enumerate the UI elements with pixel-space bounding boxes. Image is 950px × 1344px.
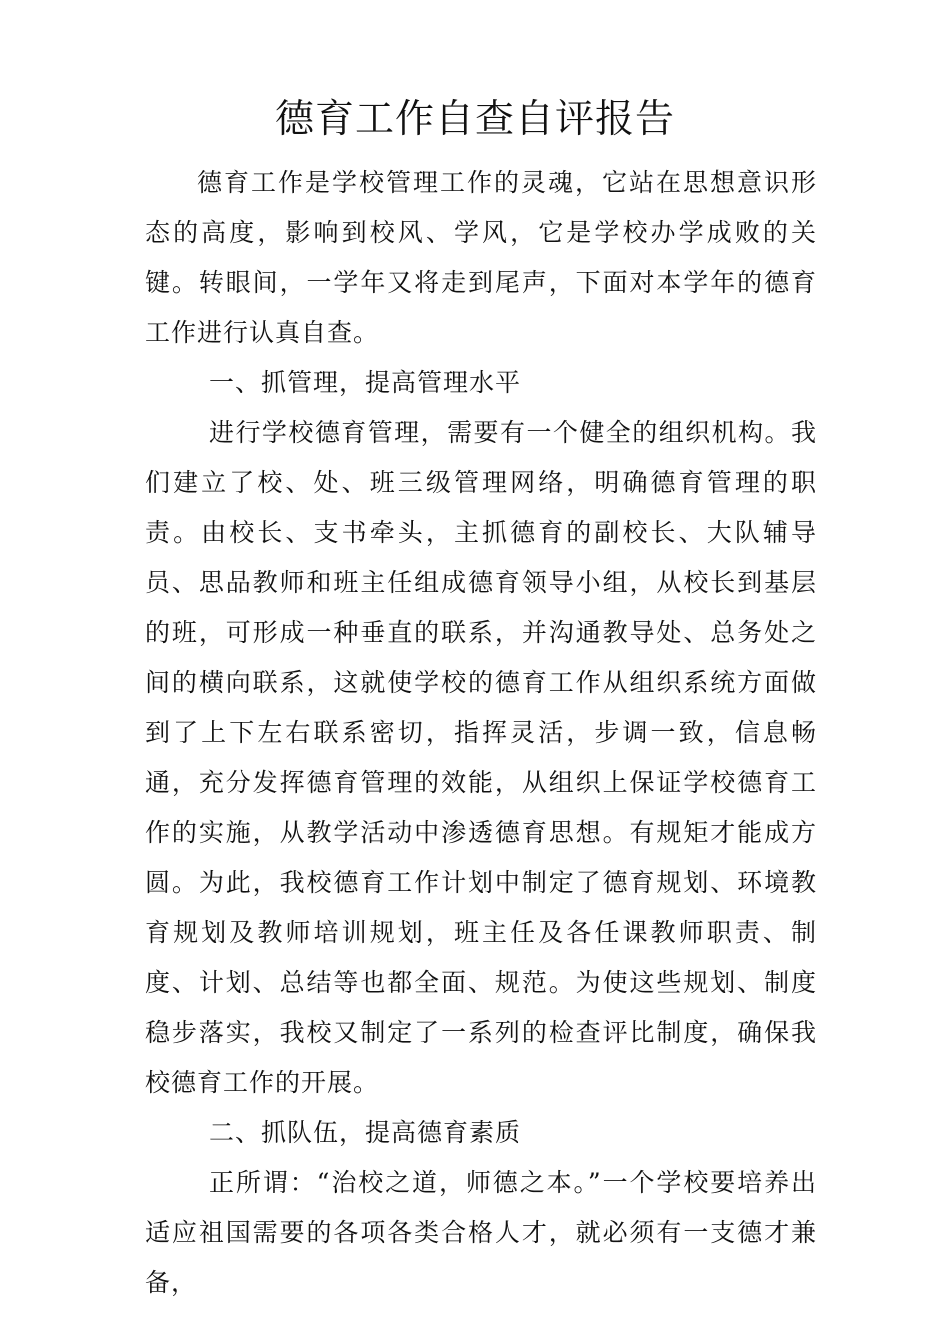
intro-paragraph: 德育工作是学校管理工作的灵魂，它站在思想意识形态的高度，影响到校风、学风，它是学校办学成败的关键。转眼间，一学年又将走到尾声，下面对本学年的德育工作进行认真自查。 bbox=[145, 168, 817, 347]
section-1-paragraph: 进行学校德育管理，需要有一个健全的组织机构。我们建立了校、处、班三级管理网络，明确德育管理的职责。由校长、支书牵头，主抓德育的副校长、大队辅导员、思品教师和班主任组成德育领导小组，从校长到基层的班，可形成一种垂直的联系，并沟通教导处、总务处之间的横向联系，这就使学校的德育工作从组织系统方面做到了上下左右联系密切，指挥灵活，步调一致，信息畅通，充分发挥德育管理的效能，从组织上保证学校德育工作的实施，从教学活动中渗透德育思想。有规矩才能成方圆。为此，我校德育工作计划中制定了德育规划、环境教育规划及教师培训规划，班主任及各任课教师职责、制度、计划、总结等也都全面、规范。为使这些规划、制度稳步落实，我校又制定了一系列的检查评比制度，确保我校德育工作的开展。 bbox=[145, 418, 817, 1097]
section-2-heading: 二、抓队伍，提高德育素质 bbox=[209, 1118, 522, 1147]
document-title: 德育工作自查自评报告 bbox=[274, 97, 675, 142]
section-2-paragraph: 正所谓：“治校之道，师德之本。”一个学校要培养出适应祖国需要的各项各类合格人才，就必须有一支德才兼备， bbox=[145, 1168, 817, 1297]
document-body bbox=[145, 158, 817, 1308]
section-1-heading: 一、抓管理，提高管理水平 bbox=[209, 368, 522, 397]
